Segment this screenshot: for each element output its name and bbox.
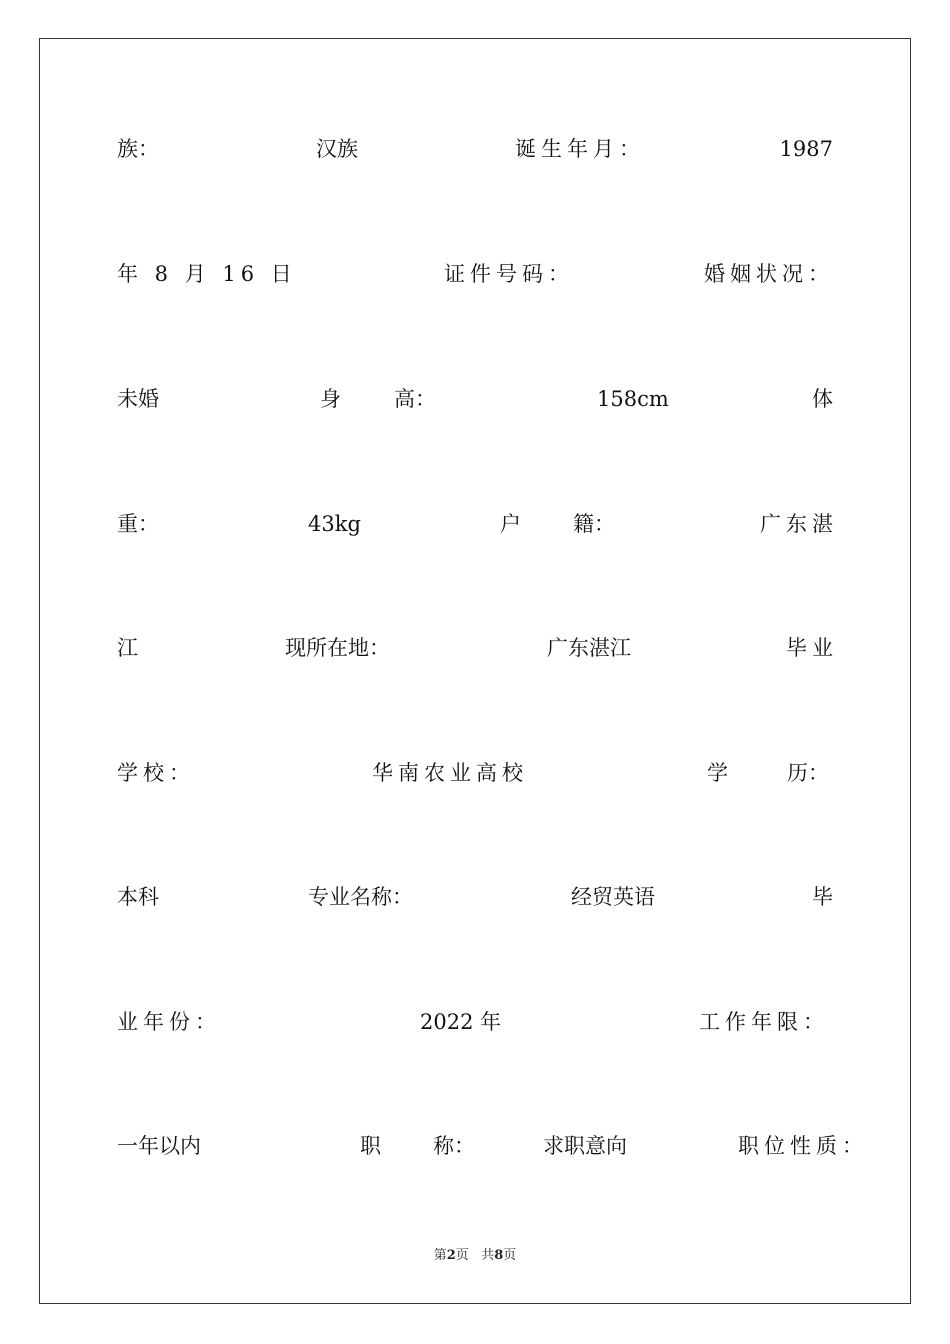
ethnicity-label: 族： (117, 137, 159, 161)
weight-label-start: 体 (812, 387, 833, 411)
major-label: 专业名称： (308, 885, 413, 909)
page-prefix: 第 (433, 1248, 447, 1263)
page-number: 2 (446, 1248, 456, 1263)
height-label-part-1: 身 (320, 387, 341, 411)
education-label-part-1: 学 (707, 761, 728, 785)
graduation-year-label-end: 业年份： (117, 1010, 221, 1034)
birth-date-value-start: 1987 (779, 137, 833, 161)
weight-value: 43kg (308, 512, 361, 536)
total-prefix: 共 (481, 1248, 495, 1263)
form-line-1 (117, 134, 833, 164)
page-footer (0, 1247, 950, 1265)
hukou-value-end: 江 (117, 636, 138, 660)
work-years-value: 一年以内 (117, 1134, 201, 1158)
height-label-part-2: 高： (394, 387, 436, 411)
ethnicity-value: 汉族 (316, 137, 358, 161)
hukou-value-start: 广东湛 (760, 512, 838, 536)
hukou-label-part-2: 籍： (573, 512, 615, 536)
total-pages: 8 (494, 1248, 504, 1263)
graduation-year-value: 2022 年 (420, 1010, 502, 1034)
height-value: 158cm (597, 387, 669, 411)
form-line-9 (117, 1131, 868, 1161)
hukou-label-part-1: 户 (500, 512, 521, 536)
marital-status-label: 婚姻状况： (704, 262, 834, 286)
current-location-label: 现所在地： (285, 636, 390, 660)
form-line-3 (117, 384, 833, 414)
education-label-part-2: 历： (787, 761, 829, 785)
page-suffix: 页 (455, 1248, 469, 1263)
major-value: 经贸英语 (571, 885, 655, 909)
page-frame (39, 38, 911, 1304)
current-location-value: 广东湛江 (547, 636, 631, 660)
id-number-label: 证件号码： (444, 262, 574, 286)
total-suffix: 页 (503, 1248, 517, 1263)
form-line-8 (117, 1007, 833, 1037)
marital-status-value: 未婚 (117, 387, 159, 411)
job-intention-label: 求职意向 (543, 1134, 627, 1158)
graduation-year-label-start: 毕 (812, 885, 833, 909)
job-title-label-part-2: 称： (433, 1134, 475, 1158)
birth-date-label: 诞生年月： (515, 137, 645, 161)
weight-label-end: 重： (117, 512, 159, 536)
graduate-school-label-start: 毕业 (786, 636, 838, 660)
form-line-4 (117, 509, 838, 539)
graduate-school-value: 华南农业高校 (372, 761, 528, 785)
education-value: 本科 (117, 885, 159, 909)
form-line-2 (117, 259, 833, 289)
graduate-school-label-end: 学校： (117, 761, 195, 785)
birth-date-value-end: 年 8 月 16 日 (117, 262, 297, 286)
form-line-7 (117, 882, 833, 912)
form-line-5 (117, 633, 838, 663)
position-type-label: 职位性质： (738, 1134, 868, 1158)
form-line-6 (117, 758, 833, 788)
job-title-label-part-1: 职 (360, 1134, 381, 1158)
work-years-label: 工作年限： (699, 1010, 829, 1034)
